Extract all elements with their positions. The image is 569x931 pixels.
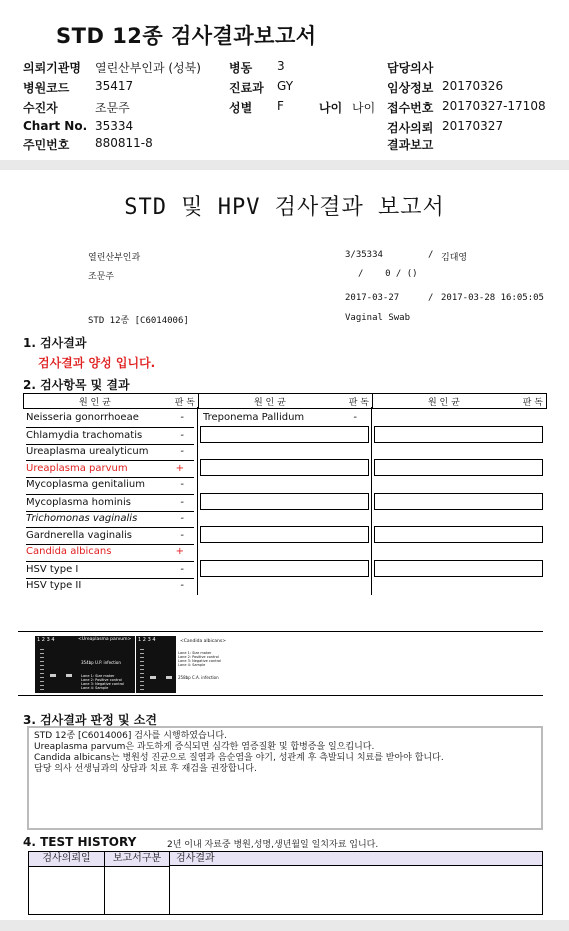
header-title: STD 12종 검사결과보고서: [56, 24, 317, 48]
gel-title: <Ureaplasma parvum>: [78, 637, 132, 642]
lane-numbers: 1 2 3 4: [138, 637, 156, 643]
section4-heading: 4. TEST HISTORY: [23, 835, 137, 849]
divider: [18, 695, 543, 696]
gel-legend: Lane 1: Size maker Lane 2: Positive control Lane 3: Negative control Lane 4: Sample: [81, 674, 125, 690]
label-chart-no: Chart No.: [23, 119, 88, 133]
empty-cell: [200, 426, 369, 443]
value-patient: 조문주: [95, 101, 130, 115]
column-divider: [197, 407, 198, 595]
result-mark: +: [175, 546, 184, 557]
value-sex: F: [277, 99, 284, 113]
header-pathogen: 원 인 균: [254, 398, 286, 408]
table-row: [26, 460, 194, 478]
table-row: [26, 511, 194, 527]
date-received: 2017-03-27: [345, 293, 400, 303]
gel-band: [66, 674, 72, 677]
label-clinical-info: 임상정보: [387, 81, 434, 95]
result-mark: -: [180, 530, 184, 541]
value-test-request: 20170327: [442, 119, 504, 133]
lane-numbers: 1 2 3 4: [37, 637, 55, 643]
value-chart-no: 35334: [95, 119, 134, 133]
separator: /: [428, 293, 434, 303]
result-mark: -: [180, 513, 184, 524]
pathogen-name: Treponema Pallidum: [203, 412, 305, 423]
specimen: Vaginal Swab: [345, 313, 411, 323]
value-clinical-info: 20170326: [442, 79, 504, 93]
result-mark: -: [180, 497, 184, 508]
pathogen-name: HSV type I: [26, 564, 79, 575]
gel-title: <Candida albicans>: [180, 639, 226, 644]
ladder-band: [140, 646, 144, 690]
findings-line: STD 12종 [C6014006] 검사를 시행하였습니다.: [34, 731, 227, 741]
pathogen-name: HSV type II: [26, 580, 82, 591]
empty-cell: [374, 426, 543, 443]
separator: /: [428, 250, 434, 260]
table-row: [26, 427, 194, 445]
gel-legend: Lane 1: Size maker Lane 2: Positive control Lane 3: Negative control Lane 4: Sample: [178, 651, 222, 667]
gel-marker: 258bp C.A. infection: [178, 675, 219, 680]
label-result-report: 결과보고: [387, 138, 434, 152]
result-mark: -: [180, 580, 184, 591]
table-header-col2: [198, 393, 373, 409]
table-header-col3: [372, 393, 547, 409]
label-doctor: 담당의사: [387, 61, 434, 75]
chart-doctor-code: 3/35334: [345, 250, 383, 260]
table-row: [26, 578, 194, 594]
header-result: 판 독: [174, 398, 195, 408]
label-receipt-no: 접수번호: [387, 101, 434, 115]
header-result: 판 독: [348, 398, 369, 408]
patient-name: 조문주: [88, 272, 115, 282]
report-title: STD 및 HPV 검사결과 보고서: [124, 195, 445, 220]
label-ward: 병동: [229, 61, 253, 75]
result-summary: 검사결과 양성 입니다.: [38, 356, 156, 370]
empty-cell: [374, 493, 543, 510]
pathogen-name: Mycoplasma hominis: [26, 497, 131, 508]
value-resident-no: 880811-8: [95, 136, 153, 150]
gel-band: [50, 674, 56, 677]
label-department: 진료과: [229, 81, 264, 95]
section2-heading: 2. 검사항목 및 결과: [23, 378, 130, 392]
gel-image-left: [35, 636, 135, 693]
result-mark: -: [180, 412, 184, 423]
value-hospital-code: 35417: [95, 79, 134, 93]
label-institution: 의뢰기관명: [23, 61, 81, 75]
result-mark: -: [180, 430, 184, 441]
divider: [18, 631, 543, 632]
result-mark: -: [180, 446, 184, 457]
gel-band: [166, 676, 172, 679]
table-row: [26, 477, 194, 493]
gel-marker: 354bp U.P. infection: [81, 660, 121, 665]
pathogen-name: Neisseria gonorrhoeae: [26, 412, 139, 423]
table-row: [26, 494, 194, 512]
table-row: [26, 444, 194, 460]
label-resident-no: 주민번호: [23, 138, 70, 152]
empty-cell: [374, 560, 543, 577]
column-divider: [104, 866, 105, 914]
result-mark: -: [180, 479, 184, 490]
date-reported: 2017-03-28 16:05:05: [441, 293, 544, 303]
section3-heading: 3. 검사결과 판정 및 소견: [23, 713, 157, 727]
history-col-result: 검사결과: [170, 852, 542, 866]
header-pathogen: 원 인 균: [79, 398, 111, 408]
pathogen-name: Candida albicans: [26, 546, 112, 557]
table-row: [26, 527, 194, 545]
header-result: 판 독: [522, 398, 543, 408]
column-divider: [371, 407, 372, 595]
label-patient: 수진자: [23, 101, 58, 115]
table-row: [26, 544, 194, 560]
report-paper: [0, 170, 569, 920]
value-age: 나이: [352, 101, 376, 115]
empty-cell: [374, 459, 543, 476]
value-ward: 3: [277, 59, 285, 73]
findings-line: 담당 의사 선생님과의 상담과 치료 후 재검을 권장합니다.: [34, 764, 257, 774]
findings-line: Candida albicans는 병원성 진균으로 질염과 음순염을 야기, 성관계 후 측발되니 치료를 받아야 합니다.: [34, 753, 444, 763]
label-test-request: 검사의뢰: [387, 121, 434, 135]
header-pathogen: 원 인 균: [428, 398, 460, 408]
age-line: / 0 / (): [358, 269, 418, 279]
pathogen-name: Gardnerella vaginalis: [26, 530, 132, 541]
findings-line: Ureaplasma parvum은 과도하게 증식되면 심각한 염증질환 및 합병증을 일으킵니다.: [34, 742, 375, 752]
section1-heading: 1. 검사결과: [23, 336, 87, 350]
pathogen-name: Ureaplasma urealyticum: [26, 446, 149, 457]
clinic-name: 열린산부인과: [88, 253, 141, 263]
empty-cell: [200, 560, 369, 577]
gel-band: [150, 676, 156, 679]
empty-cell: [200, 493, 369, 510]
column-divider: [169, 866, 170, 914]
result-mark: +: [175, 463, 184, 474]
table-row: [26, 561, 194, 579]
doctor-name: 김대영: [441, 253, 468, 263]
result-mark: -: [180, 564, 184, 575]
value-institution: 열린산부인과 (성북): [95, 61, 201, 75]
pathogen-name: Ureaplasma parvum: [26, 463, 128, 474]
report-header: [0, 0, 569, 160]
table-row: [26, 410, 194, 426]
history-col-type: 보고서구분: [105, 852, 170, 867]
pathogen-name: Trichomonas vaginalis: [26, 513, 138, 524]
empty-cell: [374, 526, 543, 543]
result-mark: -: [353, 412, 357, 423]
label-hospital-code: 병원코드: [23, 81, 70, 95]
empty-cell: [200, 459, 369, 476]
empty-cell: [200, 526, 369, 543]
test-name: STD 12종 [C6014006]: [88, 316, 189, 326]
history-table: [28, 851, 543, 915]
history-note: 2년 이내 자료중 병원,성명,생년월일 일치자료 입니다.: [167, 840, 379, 850]
findings-box: [27, 726, 543, 830]
history-col-date: 검사의뢰일: [29, 852, 105, 867]
pathogen-name: Mycoplasma genitalium: [26, 479, 145, 490]
value-department: GY: [277, 79, 294, 93]
table-row: [203, 410, 367, 426]
gel-image-right: [136, 636, 176, 693]
table-header-col1: [23, 393, 199, 409]
pathogen-name: Chlamydia trachomatis: [26, 430, 143, 441]
value-receipt-no: 20170327-17108: [442, 99, 546, 113]
label-age: 나이: [319, 101, 343, 115]
ladder-band: [40, 646, 44, 690]
label-sex: 성별: [229, 101, 253, 115]
